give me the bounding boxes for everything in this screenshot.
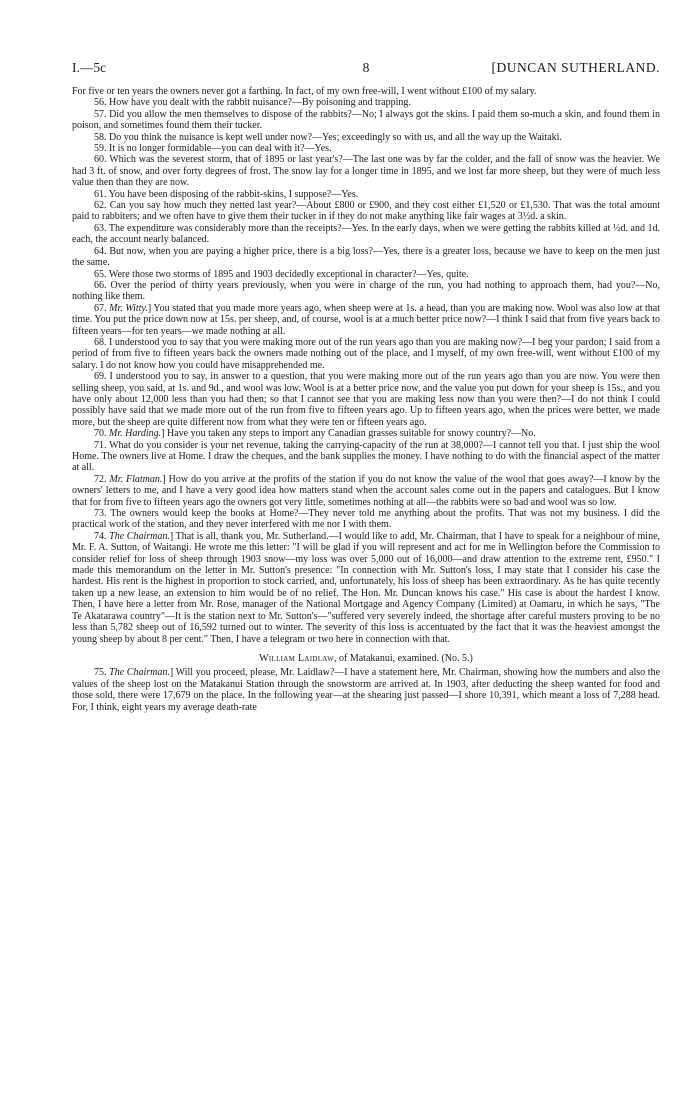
- paragraph: [72, 109, 660, 132]
- document-body: [72, 86, 660, 713]
- paragraph: [72, 269, 660, 280]
- paragraph-text: 65. Were those two storms of 1895 and 1903 decidedly exceptional in character?—Yes, quite.: [94, 268, 469, 280]
- witness-heading: [72, 653, 660, 664]
- paragraph: [72, 189, 660, 200]
- paragraph-text: 61. You have been disposing of the rabbit-skins, I suppose?—Yes.: [94, 188, 359, 200]
- document-reference: I.—5c: [72, 60, 107, 75]
- paragraph-text: ] Have you taken any steps to import any Canadian grasses suitable for snowy country?—No.: [161, 428, 536, 440]
- paragraph: [72, 531, 660, 645]
- paragraph: [72, 280, 660, 303]
- paragraph-text: 62. Can you say how much they netted last year?—About £800 or £900, and they cost either £1,520 or £1,530. That was the total amount paid to rabbiters; and we often have to give them their tucker in if they do not make anything like fair wages at 3½d. a skin.: [72, 200, 660, 223]
- paragraph: [72, 223, 660, 246]
- page-header: [72, 60, 660, 86]
- paragraph: [72, 303, 660, 337]
- paragraph-text: 70.: [94, 428, 109, 440]
- witness-name: William Laidlaw: [259, 652, 334, 664]
- paragraph: [72, 440, 660, 474]
- paragraph-text: ] How do you arrive at the profits of the station if you do not know the value of the wool that goes away?—I know by the owners' letters to me, and I have a very good idea how matters stand when the account sales come out in the papers and catalogues. But I know that for from five to fifteen years ago the owners got very little, sometimes nothing at all—the rabbits were so bad and wool was so low.: [72, 473, 660, 508]
- paragraph: [72, 154, 660, 188]
- speaker-name: The Chairman.: [109, 530, 170, 542]
- paragraph-text: ] That is all, thank you, Mr. Sutherland.—I would like to add, Mr. Chairman, that I have to speak for a neighbour of mine, Mr. F. A. Sutton, of Waitangi. He wrote me this letter: "I will be glad if you will represent and act for me in Wellington before the Commission to consider relief for loss of sheep through 1903 snow—my loss was over 5,000 out of 16,000—and draw attention to the extreme rent, £950." I made this memorandum on the letter in Mr. Sutton's presence: "In connection with Mr. Sutton's loss, I may state that I consider his case the hardest. His rent is the highest in proportion to stock carried, and, unfortunately, his loss of sheep has been extraordinary. As he has quite recently taken up a new lease, an extension to him would be of no relief. The Hon. Mr. Duncan knows his case." His case is about the hardest I know. Then, I have here a letter from Mr. Rose, manager of the National Mortgage and Agency Company (Limited) at Oamaru, in which he says, "The Te Akatarawa country"—It is the station next to Mr. Sutton's—"suffered very severely indeed, the shortage after careful musters proving to be no less than 5,782 sheep out of 16,592 turned out to winter. The severity of this loss is accentuated by the fact that it was the heaviest amongst the young sheep by about 8 per cent." Then, I have a telegram or two here in connection with that.: [72, 530, 661, 645]
- page-number: 8: [362, 60, 370, 75]
- paragraph-text: 58. Do you think the nuisance is kept well under now?—Yes; exceedingly so with us, and all the way up the Waitaki.: [94, 131, 562, 143]
- witness-name-header: [DUNCAN SUTHERLAND.: [491, 60, 660, 75]
- paragraph-text: 67.: [94, 302, 110, 314]
- speaker-name: Mr. Harding.: [109, 428, 162, 440]
- paragraph-text: 56. How have you dealt with the rabbit nuisance?—By poisoning and trapping.: [94, 97, 411, 109]
- paragraph-text: 69. I understood you to say, in answer to a question, that you were making more out of the run years ago than you are now. You were then selling sheep, you said, at 1s. and 9d., and wool was low. Wool is at a better price now, and the value you put down for your sheep is 15s., and you have only about 12,000 less than you had then; so that I cannot see that you are making less now than you were then?—I do not think I could possibly have said that we made more out of the run from five to fifteen years ago. Up to fifteen years ago, when the prices were better, we made more, but the sheep are quite different now from what they were ten or fifteen years ago.: [72, 371, 660, 428]
- paragraph: [72, 200, 660, 223]
- paragraph: [72, 337, 660, 371]
- paragraph: [72, 132, 660, 143]
- witness-heading-rest: , of Matakanui, examined. (No. 5.): [334, 652, 473, 664]
- speaker-name: The Chairman.: [109, 667, 170, 679]
- paragraph-text: For five or ten years the owners never got a farthing. In fact, of my own free-will, I went without £100 of my salary.: [72, 86, 537, 97]
- paragraph-text: ] Will you proceed, please, Mr. Laidlaw?—I have a statement here, Mr. Chairman, showing how the numbers and also the values of the sheep lost on the Matakanui Station through the snowstorm are arrived at. In 1903, after deducting the sheep wanted for food and those sold, there were 17,679 on the place. In the following year—at the shearing just passed—I shore 10,391, which meant a loss of 7,288 head. For, I think, eight years my average death-rate: [72, 667, 661, 713]
- paragraph: [72, 667, 660, 713]
- paragraph-text: 57. Did you allow the men themselves to dispose of the rabbits?—No; I always got the skins. I paid them so-much a skin, and found them in poison, and sometimes found them their tucker.: [72, 108, 660, 132]
- paragraph: [72, 428, 660, 439]
- paragraph-text: 74.: [94, 530, 110, 542]
- paragraph-text: 66. Over the period of thirty years previously, when you were in charge of the run, you had nothing to approach them, had you?—No, nothing like them.: [72, 279, 660, 303]
- speaker-name: Mr. Witty.: [109, 302, 148, 314]
- paragraph: [72, 97, 660, 108]
- paragraph: [72, 143, 660, 154]
- paragraph-text: 59. It is no longer formidable—you can deal with it?—Yes.: [94, 143, 332, 155]
- paragraph: [72, 508, 660, 531]
- speaker-name: Mr. Flatman.: [109, 473, 163, 485]
- testimony-paragraphs-continued: [72, 667, 660, 713]
- paragraph: [72, 86, 660, 97]
- paragraph-text: 72.: [94, 473, 110, 485]
- paragraph-text: 75.: [94, 667, 110, 679]
- paragraph-text: 71. What do you consider is your net revenue, taking the carrying-capacity of the run at 38,000?—I cannot tell you that. I just ship the wool Home. The owners live at Home. I draw the cheques, and the bank supplies the money. I have nothing to do with the financial aspect of the matter at all.: [72, 439, 660, 474]
- document-page: [72, 60, 660, 713]
- paragraph-text: ] You stated that you made more years ago, when sheep were at 1s. a head, than you are making now. Wool was also low at that time. You put the price down now at 15s. per sheep, and, of course, wool is at a much better price now?—I think I said that from five years back to fifteen years—for ten years—we made nothing at all.: [72, 302, 661, 337]
- paragraph-text: 68. I understood you to say that you were making more out of the run years ago than you are making now?—I beg your pardon; I said from a period of from five to fifteen years back the owners made nothing out of the place, and I myself, of my own free-will, went without £100 of my salary. I do not know how you could have misapprehended me.: [72, 336, 660, 371]
- paragraph-text: 63. The expenditure was considerably more than the receipts?—Yes. In the early days, when we were getting the rabbits killed at ½d. and 1d. each, the account nearly balanced.: [72, 222, 660, 246]
- paragraph: [72, 371, 660, 428]
- paragraph-text: 64. But now, when you are paying a higher price, there is a big loss?—Yes, there is a greater loss, because we have to keep on the men just the same.: [72, 245, 660, 269]
- paragraph: [72, 474, 660, 508]
- paragraph: [72, 246, 660, 269]
- testimony-paragraphs: [72, 86, 660, 645]
- paragraph-text: 60. Which was the severest storm, that of 1895 or last year's?—The last one was by far the colder, and the fall of snow was the heavier. We had 3 ft. of snow, and over forty degrees of frost. The snow lay for a longer time in 1895, and we lost far more sheep, but they were of much less value then than they are now.: [72, 154, 660, 189]
- paragraph-text: 73. The owners would keep the books at Home?—They never told me anything about the profits. That was not my business. I did the practical work of the station, and they never interfered with me nor I with them.: [72, 508, 660, 531]
